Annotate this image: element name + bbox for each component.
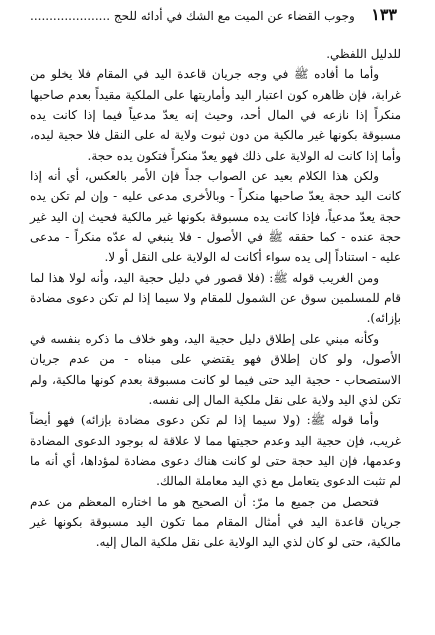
page-header (30, 6, 401, 30)
running-title: وجوب القضاء عن الميت مع الشك في أدائه للحج ..................... (30, 9, 355, 23)
paragraph: وأما ما أفاده ﷺ في وجه جريان قاعدة اليد في المقام فلا يخلو من غرابة، فإن ظاهره كون اعتبار اليد وأماريتها على الملكية مقيداً بعدم صاحبها منكراً إذا نازعه في المال أحد، وحيث إنه يعدّ مدعياً فيما إذا كانت يده مسبوقة بكونها غير مالكية من دون ثبوت ولاية له على النقل فلا حجية ليده، وأما إذا كانت له الولاية على ذلك فهو يعدّ منكراً فتكون يده حجة. (30, 67, 401, 163)
paragraph: ولكن هذا الكلام بعيد عن الصواب جداً فإن الأمر بالعكس، أي أنه إذا كانت اليد حجة يعدّ صاحبها منكراً - وبالأخرى مدعى عليه - وإن لم تكن يده حجة يعدّ مدعياً، فإذا كانت يده مسبوقة بكونها غير مالكية فحيث إن اليد غير حجة عنده - كما حققه ﷺ في الأصول - فلا ينبغي له عدّه منكراً - مدعى عليه - استناداً إلى يده سواء أكانت له الولاية على النقل أو لا. (30, 169, 401, 265)
paragraph: وكأنه مبني على إطلاق دليل حجية اليد، وهو خلاف ما ذكره بنفسه في الأصول، ولو كان إطلاق فهو يقتضي على مبناه - من عدم جريان الاستصحاب - حجية اليد حتى فيما لو كانت مسبوقة بعدم كونها مالكية، ولم تكن لذي اليد ولاية على نقل ملكية المال إلى نفسه. (30, 331, 401, 407)
page-number: ١٣٣ (371, 5, 397, 24)
paragraph: فتحصل من جميع ما مرّ: أن الصحيح هو ما اختاره المعظم من عدم جريان قاعدة اليد في أمثال المقام مما تكون اليد مسبوقة بكونها غير مالكية، حتى لو كان لذي اليد الولاية على نقل ملكية المال إليه. (30, 494, 401, 550)
paragraph: ومن الغريب قوله ﷺ: (فلا قصور في دليل حجية اليد، وأنه لولا هذا لما قام للمسلمين سوق عن الشمول للمقام ولا سيما إذا لم تكن دعوى مضادة بإزائه). (30, 270, 401, 326)
paragraph: للدليل اللفظي. (326, 47, 401, 61)
page-body (30, 44, 401, 553)
paragraph: وأما قوله ﷺ: (ولا سيما إذا لم تكن دعوى مضادة بإزائه) فهو أيضاً غريب، فإن حجية اليد وعدم حجيتها مما لا علاقة له بوجود الدعوى المضادة وعدمها، فإن اليد حجة حتى لو كانت هناك دعوى مضادة لمؤداها، أي أنه ما لم تثبت الدعوى يتعامل مع ذي اليد معاملة المالك. (30, 413, 401, 489)
